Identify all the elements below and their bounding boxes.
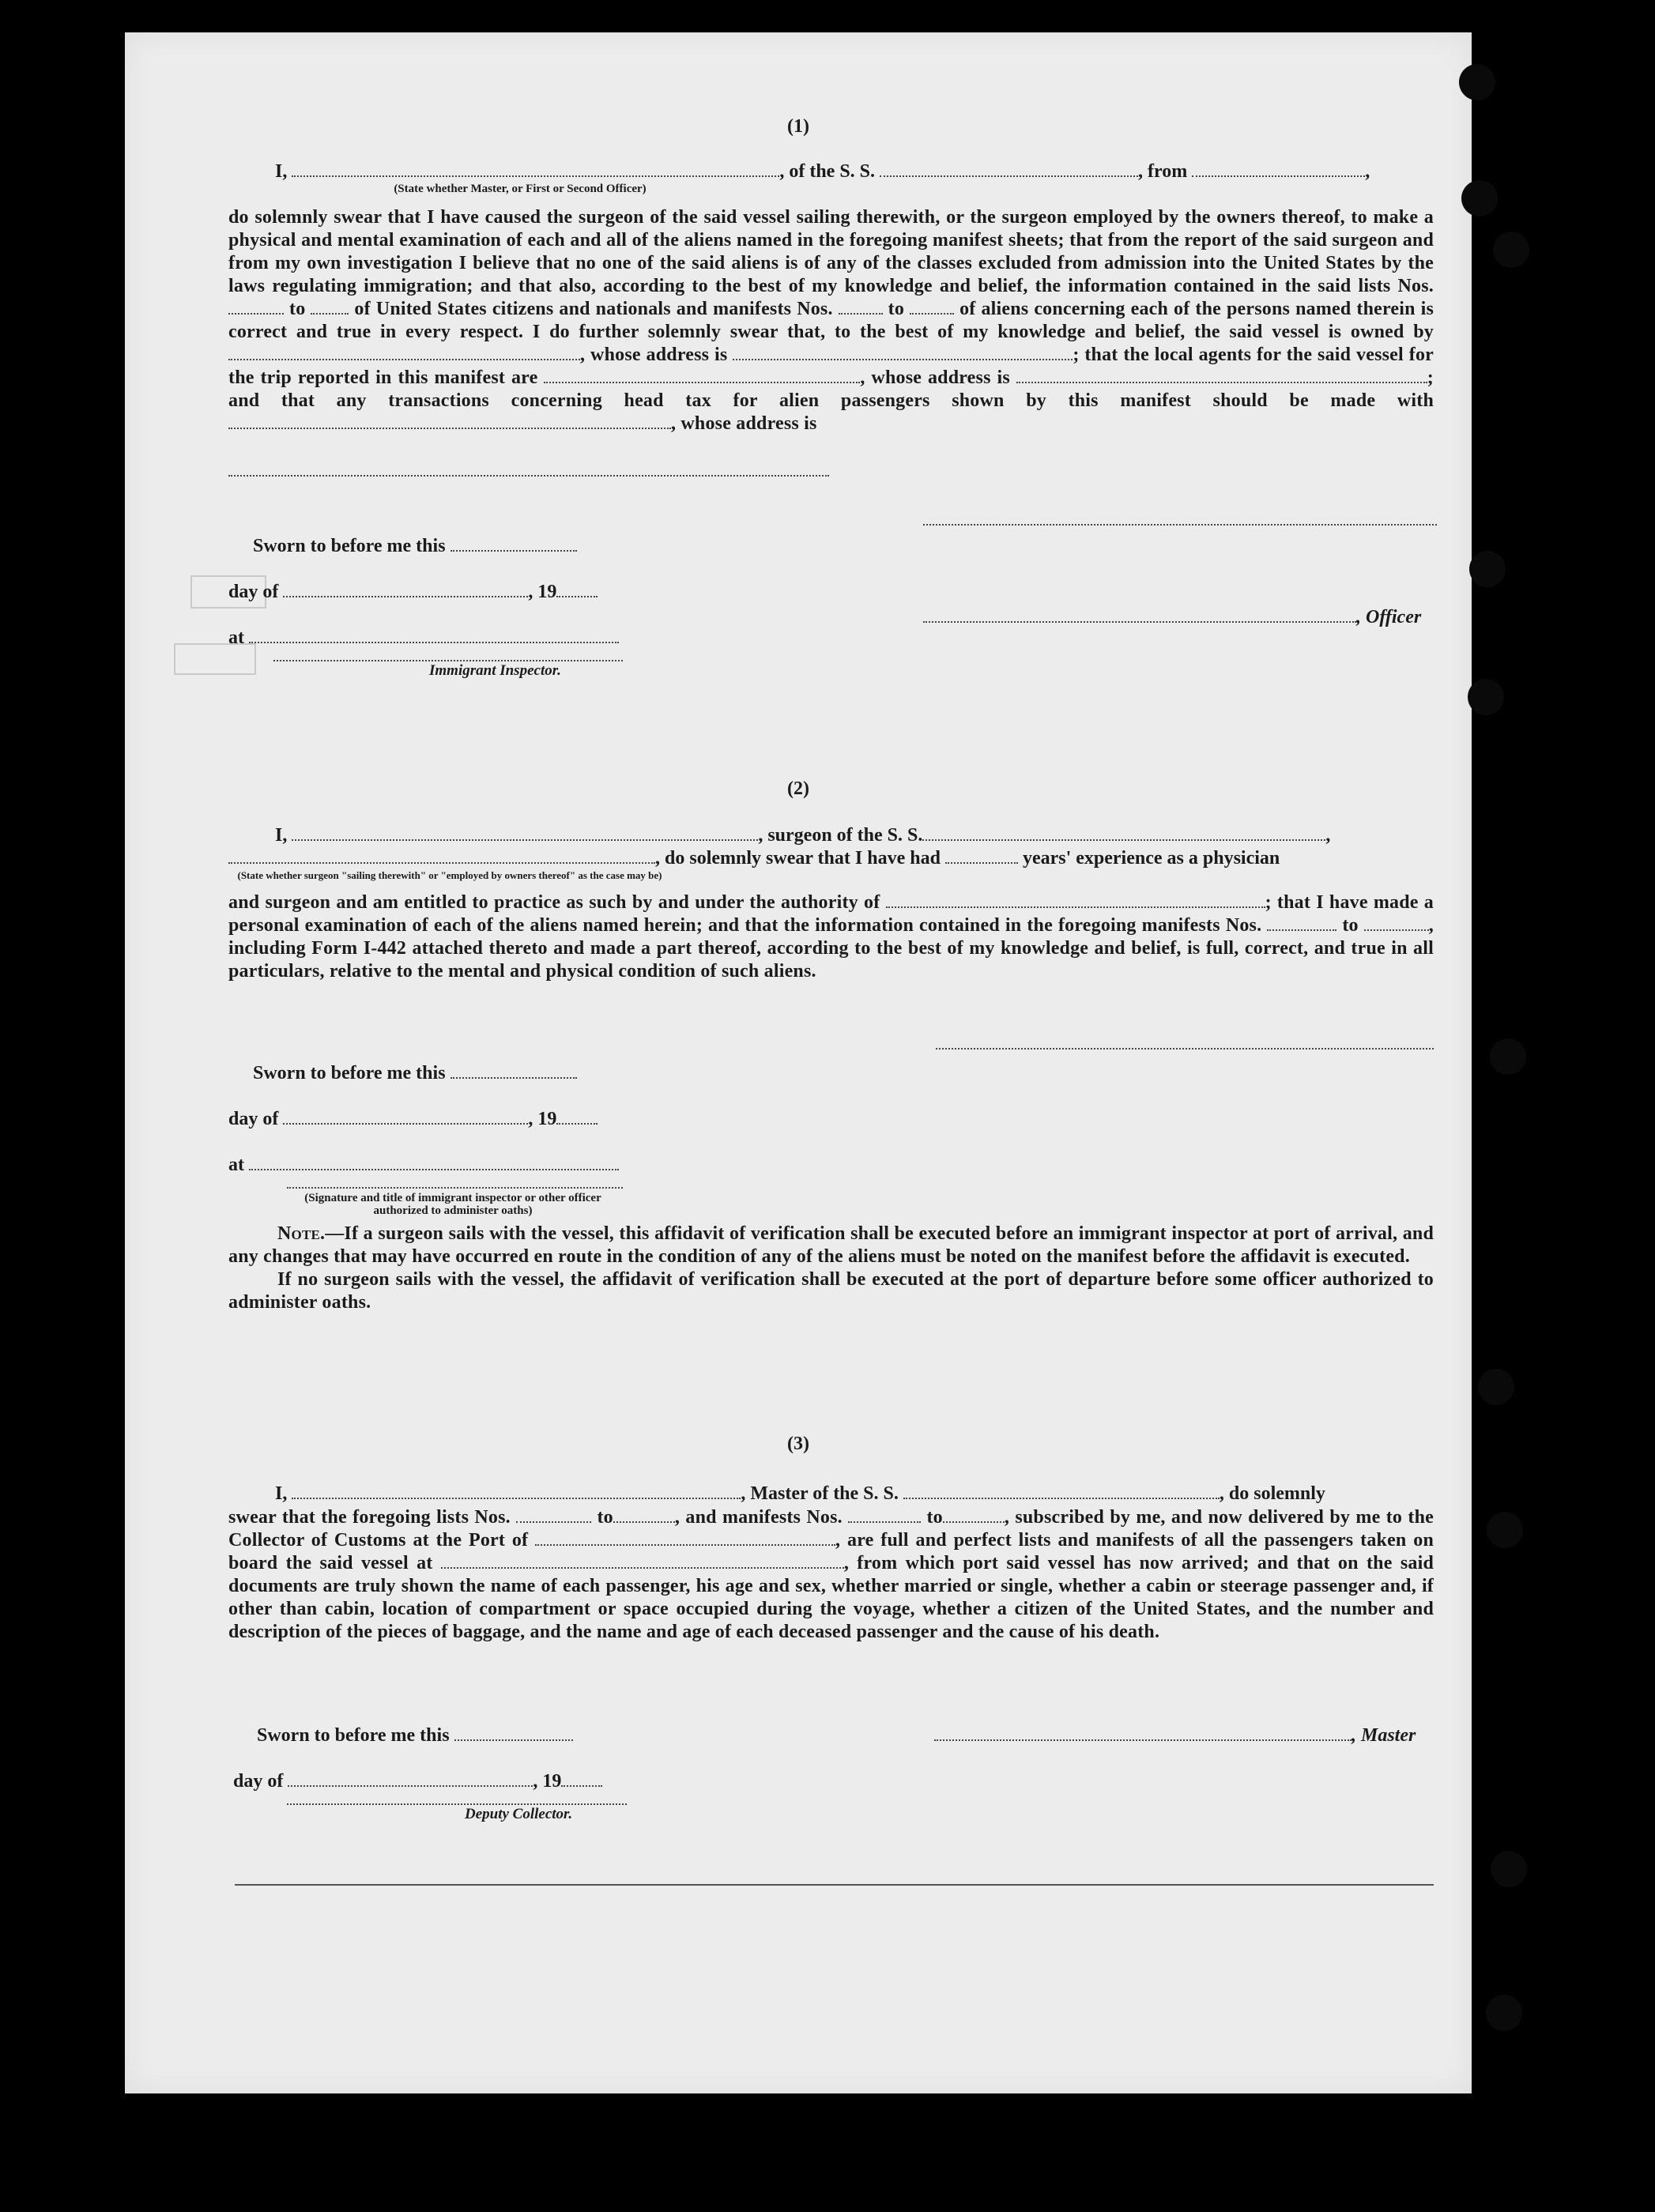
section1-oath-text: do solemnly swear that I have caused the surgeon of the said vessel sailing therewith, or the surgeon employed by the owners thereof, to make a physical and mental examination of each and all of the aliens named in the foregoing manifest sheets; that from the report of the said surgeon and from my own investigation I believe that no one of the said aliens is of any of the classes excluded from admission into the United States by the laws regulating immigration; and that also, according to the best of my knowledge and belief, the information contained in the said lists Nos. to of United States citizens and nationals and manifests Nos. to of aliens concerning each of the persons named therein is correct and true in every respect. I do further solemnly swear that, to the best of my knowledge and belief, the said vessel is owned by , whose address is ; that the local agents for the said vessel for the trip reported in this manifest are , whose address is ; and that any transactions concerning head tax for alien passengers shown by this manifest should be made with , whose address is <box>228 207 1434 434</box>
year-blank[interactable] <box>556 582 598 597</box>
master-label-row: , Master <box>934 1725 1416 1747</box>
master-lists-to-blank[interactable] <box>613 1507 675 1523</box>
deputy-collector-label: Deputy Collector. <box>465 1806 573 1822</box>
year-blank-3[interactable] <box>561 1771 602 1787</box>
agents-address-blank[interactable] <box>1016 367 1427 383</box>
section1-at-row: at <box>228 627 619 649</box>
punch-hole <box>1459 64 1495 100</box>
officer-title-blank[interactable] <box>923 607 1356 623</box>
address-continuation-blank[interactable] <box>228 473 829 477</box>
boarding-port-blank[interactable] <box>441 1553 844 1569</box>
lists-to-blank[interactable] <box>311 299 349 315</box>
departure-port-blank[interactable] <box>1192 161 1365 177</box>
sworn-date-blank[interactable] <box>451 536 577 552</box>
inspector-signature-line[interactable] <box>273 658 623 661</box>
surgeon-status-caption: (State whether surgeon "sailing therewith" or "employed by owners thereof" as the case may be) <box>237 869 662 881</box>
surgeon-signature-line[interactable] <box>936 1046 1434 1049</box>
punch-hole <box>1469 551 1506 587</box>
master-lists-from-blank[interactable] <box>516 1507 591 1523</box>
punch-hole <box>1486 1995 1522 2031</box>
punch-hole <box>1461 180 1498 217</box>
year-blank-2[interactable] <box>556 1109 598 1125</box>
section1-declaration-line: I, , of the S. S. , from , <box>275 161 1370 182</box>
section2-at-row: at <box>228 1155 619 1176</box>
punch-hole <box>1491 1851 1527 1887</box>
day-month-blank-2[interactable] <box>283 1109 528 1125</box>
officer-label-row: , Officer <box>923 607 1421 628</box>
vessel-name-blank-3[interactable] <box>903 1483 1220 1499</box>
surgeon-manifests-to-blank[interactable] <box>1364 915 1429 931</box>
authority-blank[interactable] <box>886 892 1265 908</box>
sworn-date-blank-3[interactable] <box>454 1725 573 1741</box>
manifests-from-blank[interactable] <box>839 299 883 315</box>
place-blank[interactable] <box>249 627 619 643</box>
punch-hole <box>1493 232 1529 268</box>
officer-rank-caption: (State whether Master, or First or Second Officer) <box>394 183 647 195</box>
punch-hole <box>1468 679 1504 715</box>
punch-hole <box>1487 1512 1523 1548</box>
master-manifests-from-blank[interactable] <box>848 1507 921 1523</box>
surgeon-status-blank[interactable] <box>228 848 655 864</box>
section3-sworn-row: Sworn to before me this <box>257 1725 573 1747</box>
owner-address-blank[interactable] <box>733 345 1073 360</box>
place-blank-2[interactable] <box>249 1155 619 1170</box>
surgeon-manifests-from-blank[interactable] <box>1267 915 1336 931</box>
section1-day-row: day of , 19 <box>228 582 598 603</box>
agents-blank[interactable] <box>544 367 860 383</box>
punch-hole <box>1478 1369 1514 1405</box>
master-name-blank[interactable] <box>292 1483 741 1499</box>
collector-signature-line[interactable] <box>287 1802 627 1805</box>
master-signature-line[interactable] <box>934 1725 1352 1741</box>
lists-from-blank[interactable] <box>228 299 284 315</box>
oath-officer-signature-line[interactable] <box>287 1185 623 1189</box>
officer-name-blank[interactable] <box>292 161 779 177</box>
port-blank[interactable] <box>535 1530 835 1546</box>
section3-oath-text: swear that the foregoing lists Nos. to , and manifests Nos. to , subscribed by me, and now delivered by me to the Collector of Customs at the Port of , are full and perfect lists and manifests of all the passengers taken on board the said vessel at , from which port said vessel has now arrived; and that on the said documents are truly shown the name of each passenger, his age and sex, whether married or single, whether a cabin or steerage passenger and, if other than cabin, location of compartment or space occupied during the voyage, whether a citizen of the United States, and the number and description of the pieces of baggage, and the name and age of each deceased passenger and the cause of his death. <box>228 1507 1434 1642</box>
section3-declaration-line: I, , Master of the S. S. , do solemnly <box>275 1483 1325 1504</box>
manifests-to-blank[interactable] <box>910 299 954 315</box>
surgeon-name-blank[interactable] <box>292 825 758 841</box>
section2-sworn-row: Sworn to before me this <box>253 1063 577 1084</box>
bottom-rule <box>235 1884 1434 1886</box>
form-page <box>125 32 1472 2093</box>
section1-sworn-row: Sworn to before me this <box>253 536 577 557</box>
years-experience-blank[interactable] <box>945 848 1018 864</box>
day-month-blank[interactable] <box>283 582 528 597</box>
section2-experience-line: , do solemnly swear that I have had years' experience as a physician <box>228 848 1280 869</box>
vessel-name-blank-2[interactable] <box>922 825 1325 841</box>
vessel-name-blank[interactable] <box>880 161 1138 177</box>
section2-oath-text: and surgeon and am entitled to practice as such by and under the authority of ; that I have made a personal examination of each of the aliens named herein; and that the information contained in the foregoing manifests Nos. to , including Form I-442 attached thereto and made a part thereof, according to the best of my knowledge and belief, is full, correct, and true in all particulars, relative to the mental and physical condition of such aliens. <box>228 892 1434 982</box>
immigrant-inspector-label: Immigrant Inspector. <box>429 662 561 679</box>
owner-blank[interactable] <box>228 345 580 360</box>
day-month-blank-3[interactable] <box>288 1771 533 1787</box>
head-tax-contact-blank[interactable] <box>228 413 671 429</box>
section2-day-row: day of , 19 <box>228 1109 598 1130</box>
officer-signature-line[interactable] <box>923 522 1437 526</box>
section2-declaration-line: I, , surgeon of the S. S. , <box>275 825 1331 846</box>
section1-heading: (1) <box>787 116 809 137</box>
oath-officer-caption: (Signature and title of immigrant inspector or other officer authorized to administer oaths) <box>304 1192 601 1217</box>
section2-note: Note.—If a surgeon sails with the vessel, this affidavit of verification shall be executed before an immigrant inspector at port of arrival, and any changes that may have occurred en route in the condition of any of the aliens must be noted on the manifest before the affidavit is executed. If no surgeon sails with the vessel, the affidavit of verification shall be executed at the port of departure before some officer authorized to administer oaths. <box>228 1223 1434 1313</box>
master-manifests-to-blank[interactable] <box>943 1507 1005 1523</box>
sworn-date-blank-2[interactable] <box>451 1063 577 1079</box>
section3-day-row: day of , 19 <box>233 1771 602 1792</box>
punch-hole <box>1490 1038 1526 1075</box>
section2-heading: (2) <box>787 778 809 799</box>
section3-heading: (3) <box>787 1434 809 1454</box>
